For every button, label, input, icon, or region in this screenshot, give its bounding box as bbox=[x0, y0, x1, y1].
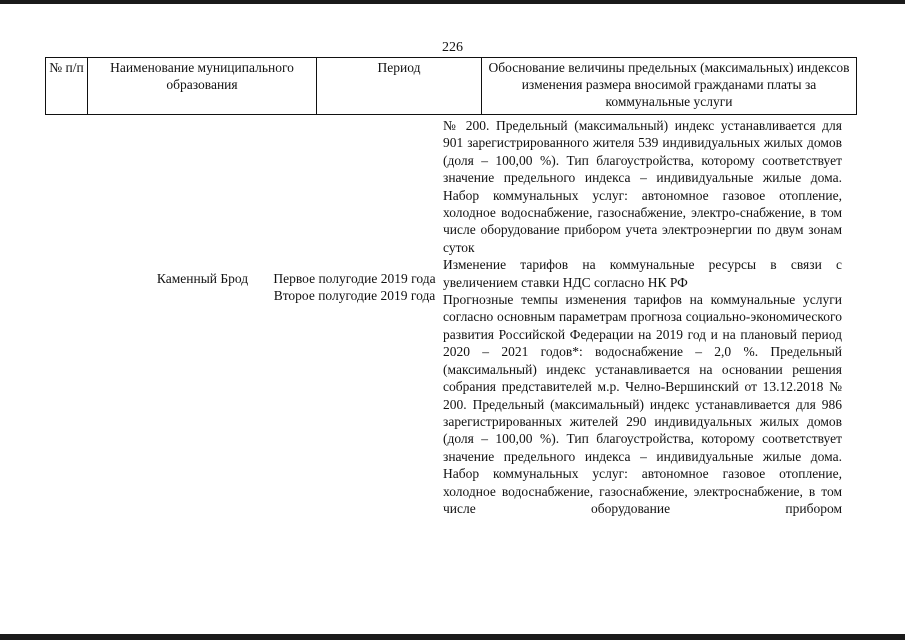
header-number-column: № п/п bbox=[46, 58, 88, 114]
header-name-column: Наименование муниципального образования bbox=[88, 58, 317, 114]
table-header bbox=[45, 57, 857, 115]
scan-bottom-edge bbox=[0, 634, 905, 640]
basis-paragraph-2: Изменение тарифов на коммунальные ресурсы в связи с увеличением ставки НДС согласно НК РФ bbox=[443, 257, 842, 290]
basis-paragraph-1: № 200. Предельный (максимальный) индекс устанавливается для 901 зарегистрированного жителя 539 индивидуальных жилых домов (доля – 100,00 %). Тип благоустройства, которому соответствует значение предельного индекса – индивидуальные жилые дома. Набор коммунальных услуг: автономное газовое отопление, холодное водоснабжение, газоснабжение, электро-снабжение, в том числе оборудование прибором учета электроэнергии по двум зонам суток bbox=[443, 118, 842, 255]
period-second-half: Второе полугодие 2019 года bbox=[273, 288, 436, 303]
municipality-name: Каменный Брод bbox=[156, 271, 249, 286]
basis-paragraph-3: Прогнозные темпы изменения тарифов на коммунальные услуги согласно основным параметрам прогноза социально-экономического развития Российской Федерации на 2019 год и на плановый период 2020 – 2021 годов*: водоснабжение – 2,0 %. Предельный (максимальный) индекс устанавливается на основании решения собрания представителей м.р. Челно-Вершинский от 13.12.2018 № 200. Предельный (максимальный) индекс устанавливается для 986 зарегистрированных жителей 290 индивидуальных жилых домов (доля – 100,00 %). Тип благоустройства, которому соответствует значение предельного индекса – индивидуальные жилые дома. Набор коммунальных услуг: автономное газовое отопление, холодное водоснабжение, газоснабжение, электроснабжение, в том числе оборудование прибором bbox=[443, 292, 842, 516]
scan-top-edge bbox=[0, 0, 905, 4]
period-cell bbox=[272, 270, 437, 304]
page-number: 226 bbox=[442, 40, 463, 55]
period-first-half: Первое полугодие 2019 года bbox=[273, 271, 436, 286]
header-period-column: Период bbox=[317, 58, 482, 114]
basis-cell bbox=[443, 117, 842, 517]
header-basis-column: Обоснование величины предельных (максимальных) индексов изменения размера вносимой гражданами платы за коммунальные услуги bbox=[488, 60, 850, 109]
